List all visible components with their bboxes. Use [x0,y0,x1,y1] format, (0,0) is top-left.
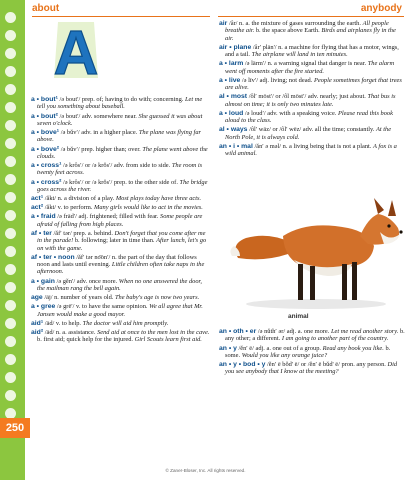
entry-definition: /ād/ v. to help. [44,319,82,327]
right-guide-word: anybody [360,3,402,14]
entry-example: The baby's age is now two years. [114,294,200,301]
left-guide-word: about [32,3,60,14]
sidebar-dot [5,210,16,221]
entry-example: The bridge goes across the river. [37,178,208,193]
sidebar-dot [5,174,16,185]
letter-a-badge [52,18,100,82]
entry-example: Birds and airplanes fly in the air. [225,27,396,42]
dictionary-entry [219,345,405,360]
entry-example: The doctor will aid him promptly. [82,319,169,327]
sidebar-dot [5,48,16,59]
sidebar-dot [5,138,16,149]
entry-example: Don't forget that you come after me in the parade! [37,229,206,245]
fox-photo [228,180,404,312]
entry-definition: /ə grēʹ/ v. to have the same opinion. [56,303,148,311]
entry-example: Little children often take naps in the afternoon. [37,261,205,276]
entry-headword: af • ter • noon [31,253,75,261]
sidebar-dot [5,336,16,347]
sidebar-dot [5,192,16,203]
entry-definition: /âr/ n. a. the mixture of gases surrounding the earth. [228,20,361,27]
dictionary-entry [219,143,405,158]
entry-example: Let me read another story. [330,328,399,335]
entry-definition: /ôlʹ mōst'/ or /ôl mōstʹ/ adv. nearly; just about. [248,93,366,101]
entry-definition: b. following; later in time than. [74,237,155,245]
entry-definition: /ə krôsʹ/ or /ə krŏsʹ/ adv. from side to side. [62,162,171,169]
entry-definition: b. any other; a different. [225,328,405,343]
entry-example: That bus is almost on time; it is only two minutes late. [225,93,396,108]
entry-definition: /ə nŭthʹ ər/ adj. a. one more. [257,328,330,335]
entry-headword: air [219,20,228,27]
copyright-notice: © Zaner-Bloser, Inc. All rights reserved. [165,468,246,473]
side-stripe [0,0,25,480]
sidebar-dot [5,318,16,329]
right-column-bottom [219,328,405,378]
dictionary-entry [31,96,210,111]
entry-example: Did you see anybody that I know at the meeting? [225,361,398,376]
sidebar-dot [5,282,16,293]
entry-headword: af • ter [31,229,52,237]
dictionary-entry [31,195,210,202]
dictionary-entry [219,60,405,75]
entry-example: All people breathe air. [225,20,389,35]
entry-example: Most plays today have three acts. [115,195,202,202]
left-header-rule [32,16,210,17]
entry-definition: /ĕnʹ ē bŏd' ē/ or /ĕnʹ ē bŭd' ē/ pron. any person. [267,361,386,368]
dictionary-entry [31,146,210,161]
left-column [31,96,210,345]
dictionary-entry [31,213,210,228]
dictionary-entry [219,110,405,125]
dictionary-entry [31,230,210,252]
entry-example: Some people are afraid of falling from high places. [37,213,203,228]
entry-example: Read any book you like. [322,344,384,352]
entry-headword: a • bout² [31,112,58,120]
entry-definition: /āj/ n. number of years old. [44,294,114,301]
entry-example: Please read this book aloud to the class. [225,109,393,125]
entry-definition: /ə boutʹ/ adv. somewhere near. [59,112,137,120]
dictionary-entry [31,113,210,128]
entry-definition: /ə lärmʹ/ n. a warning signal that danger is near. [244,60,367,68]
entry-headword: air • plane [219,43,252,51]
entry-headword: act¹ [31,195,44,202]
entry-example: The airplane will land in ten minutes. [251,51,348,59]
entry-headword: an • y • bod • y [219,361,266,368]
dictionary-entry [219,20,405,42]
dictionary-entry [219,126,405,141]
entry-definition: /ăfʹ tər no͞onʹ/ n. the part of the day that follows noon and lasts until evening. [37,253,197,268]
entry-example: The plane went above the clouds. [37,145,208,160]
sidebar-dot [5,120,16,131]
entry-headword: a • gain [31,277,55,285]
entry-headword: a • bove² [31,145,60,153]
sidebar-dot [5,84,16,95]
entry-definition: /ə bŭvʹ/ adv. in a higher place. [60,129,138,136]
entry-example: When no one answered the door, the mailman rang the bell again. [37,277,202,292]
sidebar-dot [5,66,16,77]
sidebar-dot [5,264,16,275]
dictionary-entry [219,44,405,59]
entry-headword: a • cross¹ [31,162,62,169]
entry-definition: b. some. [225,344,391,359]
entry-example: At the North Pole, it is always cold. [225,126,392,141]
dictionary-entry [31,303,210,318]
entry-example: We all agree that Mr. Jansen would make a good mayor. [37,303,203,318]
sidebar-dot [5,372,16,383]
entry-headword: a • bove¹ [31,129,60,136]
sidebar-dot [5,246,16,257]
sidebar-dot [5,30,16,41]
entry-definition: /ə boutʹ/ prep. of; having to do with; concerning. [59,96,184,103]
entry-definition: b. first aid; quick help for the injured. [37,336,134,344]
entry-definition: /ârʹ plān'/ n. a machine for flying that has a motor, wings, and a tail. [225,43,399,59]
entry-example: A fox is a wild animal. [225,142,397,158]
dictionary-entry [31,129,210,144]
entry-definition: /ăfʹ tər/ prep. a. behind. [53,229,113,237]
sidebar-dot [5,390,16,401]
letter-a: A [53,19,99,82]
entry-definition: /ə līvʹ/ adj. living; not dead. [241,76,313,84]
entry-definition: /ôlʹ wāz/ or /ôlʹ wēz/ adv. all the time; constantly. [249,126,375,134]
entry-example: Girl Scouts learn first aid. [134,336,202,344]
dictionary-entry [219,93,405,108]
entry-example: Send aid at once to the men lost in the cave. [97,328,210,336]
entry-definition: /ĕnʹ ē/ adj. a. one out of a group. [238,344,321,352]
right-column-top [219,20,405,159]
entry-definition: /ə krôsʹ/ or /ə krŏsʹ/ prep. to the other side of. [62,178,178,186]
dictionary-entry [31,320,210,327]
sidebar-dot [5,156,16,167]
entry-example: The room is twenty feet across. [37,162,203,177]
entry-definition: /ə gĕnʹ/ adv. once more. [56,277,118,285]
sidebar-dot [5,102,16,113]
entry-example: I am going to another part of the country. [281,335,389,343]
entry-example: Let me tell you something about baseball. [37,96,203,111]
entry-headword: a • bout¹ [31,96,58,103]
entry-headword: aid¹ [31,319,44,327]
entry-headword: age [31,294,43,301]
entry-example: The plane was flying far above. [37,129,202,144]
entry-example: She guessed it was about seven o'clock. [37,112,203,127]
entry-definition: /ăkt/ n. a division of a play. [44,195,115,202]
entry-example: People sometimes forget that trees are alive. [225,76,402,92]
entry-definition: /ə frādʹ/ adj. frightened; filled with fear. [57,213,159,221]
dictionary-entry [31,294,210,301]
entry-headword: a • cross² [31,178,62,186]
page-number: 250 [0,418,30,438]
dictionary-entry [31,329,210,344]
entry-definition: /ănʹ ə məl/ n. a living being that is not a plant. [254,142,372,150]
dictionary-entry [31,254,210,276]
entry-headword: a • fraid [31,213,56,221]
entry-headword: a • larm [219,60,244,68]
entry-headword: an • oth • er [219,328,257,335]
entry-example: Many girls would like to act in the movies. [94,204,203,212]
entry-headword: act² [31,204,44,212]
dictionary-entry [219,77,405,92]
dictionary-entry [31,179,210,194]
entry-headword: aid² [31,328,44,336]
photo-caption: animal [288,313,309,320]
entry-headword: a • loud [219,109,244,117]
entry-definition: /ə bŭvʹ/ prep. higher than; over. [60,145,141,153]
entry-headword: a • live [219,76,241,84]
entry-definition: /ə loudʹ/ adv. with a speaking voice. [244,109,337,117]
right-header-rule [218,16,404,17]
entry-definition: /ăkt/ v. to perform. [44,204,93,212]
sidebar-dot [5,12,16,23]
dictionary-entry [31,278,210,293]
dictionary-entry [31,204,210,211]
entry-headword: an • i • mal [219,142,253,150]
entry-headword: a • gree [31,303,56,311]
entry-definition: b. the space above Earth. [255,27,320,35]
entry-example: Would you like any orange juice? [241,351,328,359]
entry-example: The alarm went off moments after the fire started. [225,60,395,75]
sidebar-dot [5,300,16,311]
entry-headword: an • y [219,344,237,352]
sidebar-dot [5,354,16,365]
entry-example: After lunch, let's go on with the game. [37,237,207,252]
entry-headword: al • ways [219,126,248,134]
entry-definition: /ād/ n. a. assistance. [44,328,96,336]
dictionary-entry [219,361,405,376]
sidebar-dot [5,228,16,239]
dictionary-entry [219,328,405,343]
dictionary-entry [31,162,210,177]
entry-headword: al • most [219,93,248,101]
